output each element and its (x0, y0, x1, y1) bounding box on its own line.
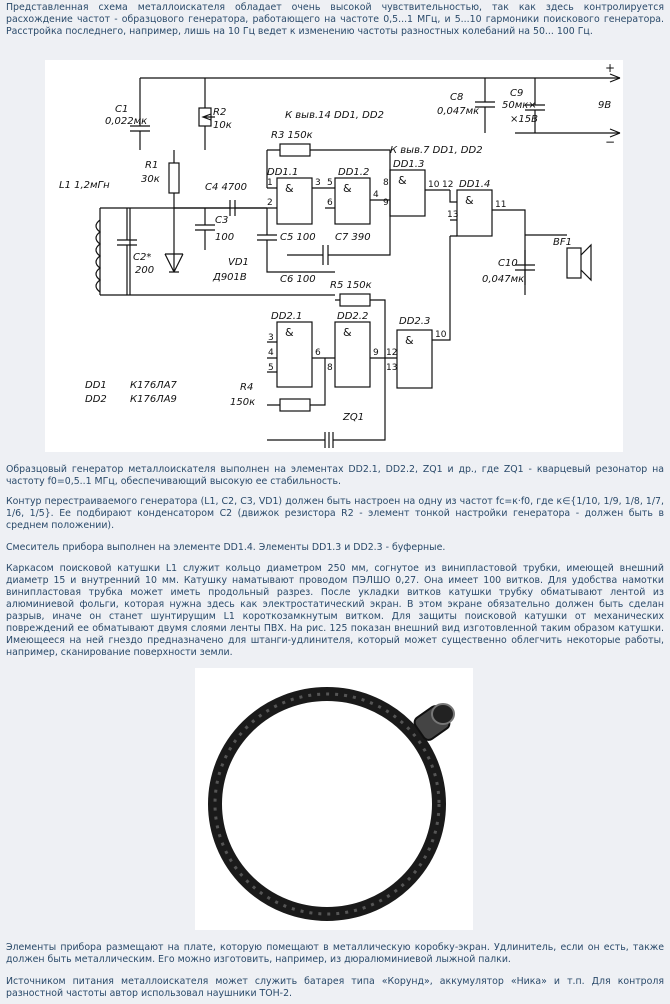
c3-value: 100 (215, 232, 235, 243)
amp-dd1-4: & (465, 194, 474, 207)
c1-name: C1 (115, 104, 129, 115)
legend-dd2-ref: DD2 (85, 394, 107, 405)
pin-label: 4 (373, 190, 379, 200)
amp-dd2-2: & (343, 326, 352, 339)
gate-dd1-4: DD1.4 (459, 179, 491, 190)
plus-label: + (605, 61, 616, 75)
amp-dd1-3: & (398, 174, 407, 187)
r4-name: R4 (240, 382, 254, 393)
pin-label: 3 (268, 333, 274, 343)
c4-label: C4 4700 (205, 182, 247, 193)
gate-dd1-1: DD1.1 (267, 167, 299, 178)
pin-label: 6 (315, 348, 321, 358)
c3-name: C3 (215, 215, 229, 226)
r3-label: R3 150к (271, 130, 313, 141)
gate-dd2-2: DD2.2 (337, 311, 369, 322)
tuned-generator-paragraph: Контур перестраиваемого генератора (L1, C2, C3, VD1) должен быть настроен на одну из частот fc=к·f0, где к∈{1/10, 1/9, 1/8, 1/7, 1/6, 1/5}. Ее подбирают конденсатором С2 (движок резистора R2 - элемент тонкой настройки генератора - должен быть в среднем положении). (6, 496, 664, 531)
legend-dd1-ref: DD1 (85, 380, 107, 391)
zq1-label: ZQ1 (343, 412, 365, 423)
gate-dd1-3: DD1.3 (393, 159, 425, 170)
assembly-paragraph: Элементы прибора размещают на плате, которую помещают в металлическую коробку-экран. Удлинитель, если он есть, также должен быть металлическим. Его можно изготовить, например, из дюралюминиевой лыжной палки. (6, 942, 664, 965)
note-pin14: К выв.14 DD1, DD2 (285, 110, 384, 121)
pin-label: 6 (327, 198, 333, 208)
pin-label: 10 (428, 180, 440, 190)
c5-label: C5 100 (280, 232, 316, 243)
pin-label: 12 (386, 348, 398, 358)
pin-label: 13 (386, 363, 398, 373)
c7-label: C7 390 (335, 232, 371, 243)
reference-generator-paragraph: Образцовый генератор металлоискателя выполнен на элементах DD2.1, DD2.2, ZQ1 и др., где ZQ1 - кварцевый резонатор на частоту f0=0,5..1 МГц, обеспечивающий высокую ее стабильность. (6, 464, 664, 487)
c8-name: C8 (450, 92, 464, 103)
gate-dd2-3: DD2.3 (399, 316, 431, 327)
c10-name: C10 (498, 258, 518, 269)
pin-label: 5 (268, 363, 274, 373)
r2-name: R2 (213, 107, 227, 118)
r1-name: R1 (145, 160, 159, 171)
pin-label: 8 (383, 178, 389, 188)
c6-label: C6 100 (280, 274, 316, 285)
pin-label: 1 (267, 178, 273, 188)
pin-label: 10 (435, 330, 447, 340)
vd1-value: Д901В (213, 272, 247, 283)
c8-value: 0,047мк (437, 106, 480, 117)
intro-paragraph: Представленная схема металлоискателя обладает очень высокой чувствительностью, так как здесь контролируется расхождение частот - образцового генератора, работающего на частоте 0,5...1 МГц, и 5...10 гармоники поискового генератора. Расстройка последнего, например, лишь на 10 Гц ведет к изменению частоты разностных колебаний на 50... 100 Гц. (6, 2, 664, 37)
c9-name: C9 (510, 88, 524, 99)
pin-label: 9 (383, 198, 389, 208)
pin-label: 13 (447, 210, 459, 220)
r5-label: R5 150к (330, 280, 372, 291)
r2-value: 10к (213, 120, 232, 131)
c2-name: C2* (133, 252, 152, 263)
amp-dd2-1: & (285, 326, 294, 339)
c1-value: 0,022мк (105, 116, 148, 127)
gate-dd1-2: DD1.2 (338, 167, 370, 178)
power-paragraph: Источником питания металлоискателя может служить батарея типа «Корунд», аккумулятор «Ника» и т.п. Для контроля разностной частоты автор использовал наушники ТОН-2. (6, 976, 664, 999)
legend-dd1-type: К176ЛА7 (130, 380, 177, 391)
minus-label: − (605, 135, 616, 149)
c9-value2: ×15В (510, 114, 538, 125)
pin-label: 4 (268, 348, 274, 358)
gate-dd2-1: DD2.1 (271, 311, 303, 322)
amp-dd2-3: & (405, 334, 414, 347)
vd1-name: VD1 (228, 257, 249, 268)
c2-value: 200 (135, 265, 155, 276)
pin-label: 5 (327, 178, 333, 188)
mixer-paragraph: Смеситель прибора выполнен на элементе DD1.4. Элементы DD1.3 и DD2.3 - буферные. (6, 542, 446, 553)
metal-detector-schematic (45, 60, 623, 452)
coil-paragraph: Каркасом поисковой катушки L1 служит кольцо диаметром 250 мм, согнутое из винипластовой трубки, имеющей внешний диаметр 15 и внутренний 10 мм. Катушку наматывают проводом ПЭЛШО 0,27. Она имеет 100 витков. Для удобства намотки винипластовая трубка может иметь продольный разрез. После укладки витков катушки трубку обматывают лентой из алюминиевой фольги, которая нужна здесь как электростатический экран. В этом экране обязательно должен быть сделан разрыв, иначе он станет шунтирущим L1 короткозамкнутым витком. Для защиты поисковой катушки от механических повреждений ее обматывают двумя слоями ленты ПВХ. На рис. 125 показан внешний вид изготовленной таким образом катушки. Имеющееся на ней гнездо предназначено для штанги-удлинителя, который может существенно облегчить некоторые работы, например, сканирование поверхности земли. (6, 563, 664, 658)
amp-dd1-1: & (285, 182, 294, 195)
voltage-label: 9В (598, 100, 612, 111)
pin-label: 2 (267, 198, 273, 208)
bf1-label: BF1 (553, 237, 572, 248)
pin-label: 3 (315, 178, 321, 188)
note-pin7: К выв.7 DD1, DD2 (390, 145, 483, 156)
pin-label: 8 (327, 363, 333, 373)
pin-label: 12 (442, 180, 454, 190)
pin-label: 9 (373, 348, 379, 358)
search-coil-photo (195, 668, 473, 930)
r1-value: 30к (141, 174, 160, 185)
l1-label: L1 1,2мГн (59, 180, 110, 191)
c10-value: 0,047мк (482, 274, 525, 285)
r4-value: 150к (230, 397, 256, 408)
amp-dd1-2: & (343, 182, 352, 195)
legend-dd2-type: К176ЛА9 (130, 394, 177, 405)
pin-label: 11 (495, 200, 507, 210)
c9-value1: 50мк× (502, 100, 537, 111)
